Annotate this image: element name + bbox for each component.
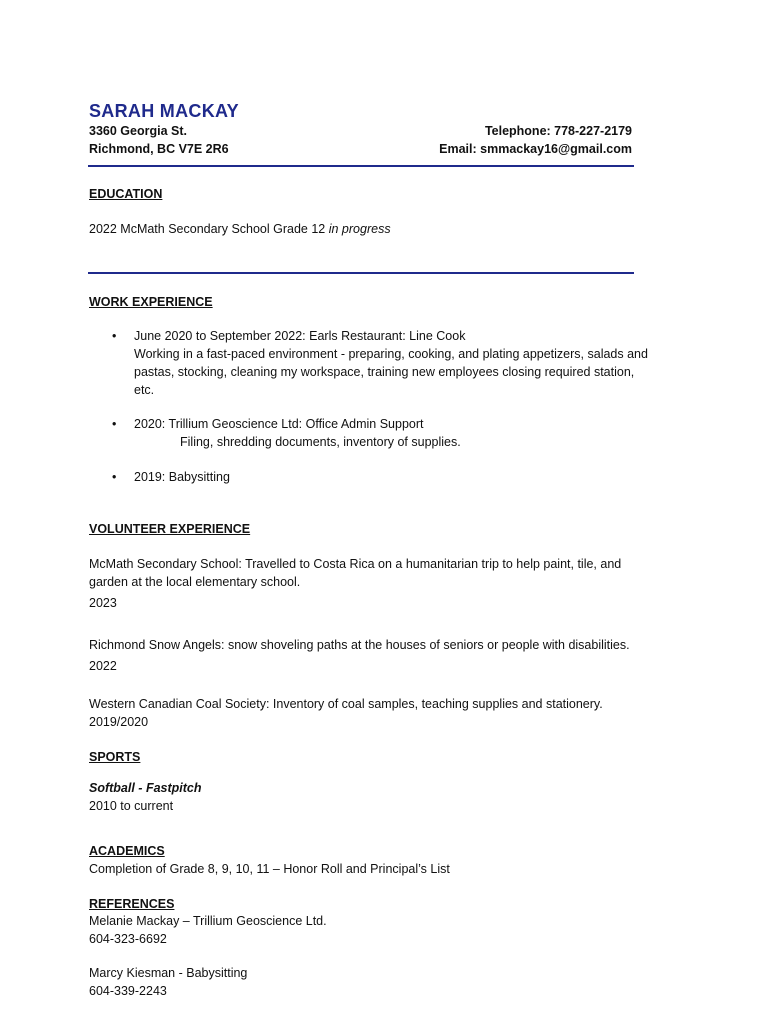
work-item-1-title: June 2020 to September 2022: Earls Restaurant: Line Cook [134,329,466,343]
reference-2-name: Marcy Kiesman - Babysitting [89,966,248,980]
volunteer-item-2-line-1: Richmond Snow Angels: snow shoveling paths at the houses of seniors or people with disabilities. [89,638,630,652]
volunteer-item-1-year: 2023 [89,596,117,610]
header-divider [88,165,634,167]
work-item-2-desc-1: Filing, shredding documents, inventory of supplies. [180,435,461,449]
telephone: Telephone: 778-227-2179 [484,124,632,138]
references-heading: REFERENCES [89,897,175,911]
reference-1-phone: 604-323-6692 [89,932,167,946]
work-heading: WORK EXPERIENCE [89,295,213,309]
volunteer-item-1-line-1: McMath Secondary School: Travelled to Costa Rica on a humanitarian trip to help paint, tile, and [89,557,622,571]
work-item-1-desc-1: Working in a fast-paced environment - preparing, cooking, and plating appetizers, salads and [134,347,648,361]
reference-1-name: Melanie Mackay – Trillium Geoscience Ltd. [89,914,327,928]
email: Email: smmackay16@gmail.com [439,142,632,156]
reference-2-phone: 604-339-2243 [89,984,167,998]
work-item-2-title: 2020: Trillium Geoscience Ltd: Office Admin Support [134,417,424,431]
bullet-icon: • [112,470,117,484]
work-item-1-desc-2: pastas, stocking, cleaning my workspace, training new employees closing required station, [134,365,635,379]
education-heading: EDUCATION [89,187,163,201]
education-entry-status: in progress [328,222,391,236]
education-entry-main: 2022 McMath Secondary School Grade 12 [89,222,329,236]
education-divider [88,272,634,274]
volunteer-item-1-line-2: garden at the local elementary school. [89,575,301,589]
academics-heading: ACADEMICS [89,844,165,858]
address-line-1: 3360 Georgia St. [89,124,187,138]
sports-heading: SPORTS [89,750,141,764]
work-item-1-desc-3: etc. [134,383,155,397]
sport-name: Softball - Fastpitch [89,781,202,795]
candidate-name: SARAH MACKAY [89,101,239,121]
volunteer-item-3-year: 2019/2020 [89,715,149,729]
volunteer-item-3-line-1: Western Canadian Coal Society: Inventory of coal samples, teaching supplies and stationery. [89,697,603,711]
bullet-icon: • [112,329,117,343]
volunteer-item-2-year: 2022 [89,659,117,673]
address-line-2: Richmond, BC V7E 2R6 [89,142,229,156]
education-entry [89,221,391,239]
bullet-icon: • [112,417,117,431]
work-item-3-title: 2019: Babysitting [134,470,230,484]
academics-text: Completion of Grade 8, 9, 10, 11 – Honor Roll and Principal’s List [89,862,450,876]
volunteer-heading: VOLUNTEER EXPERIENCE [89,522,251,536]
sport-years: 2010 to current [89,799,174,813]
